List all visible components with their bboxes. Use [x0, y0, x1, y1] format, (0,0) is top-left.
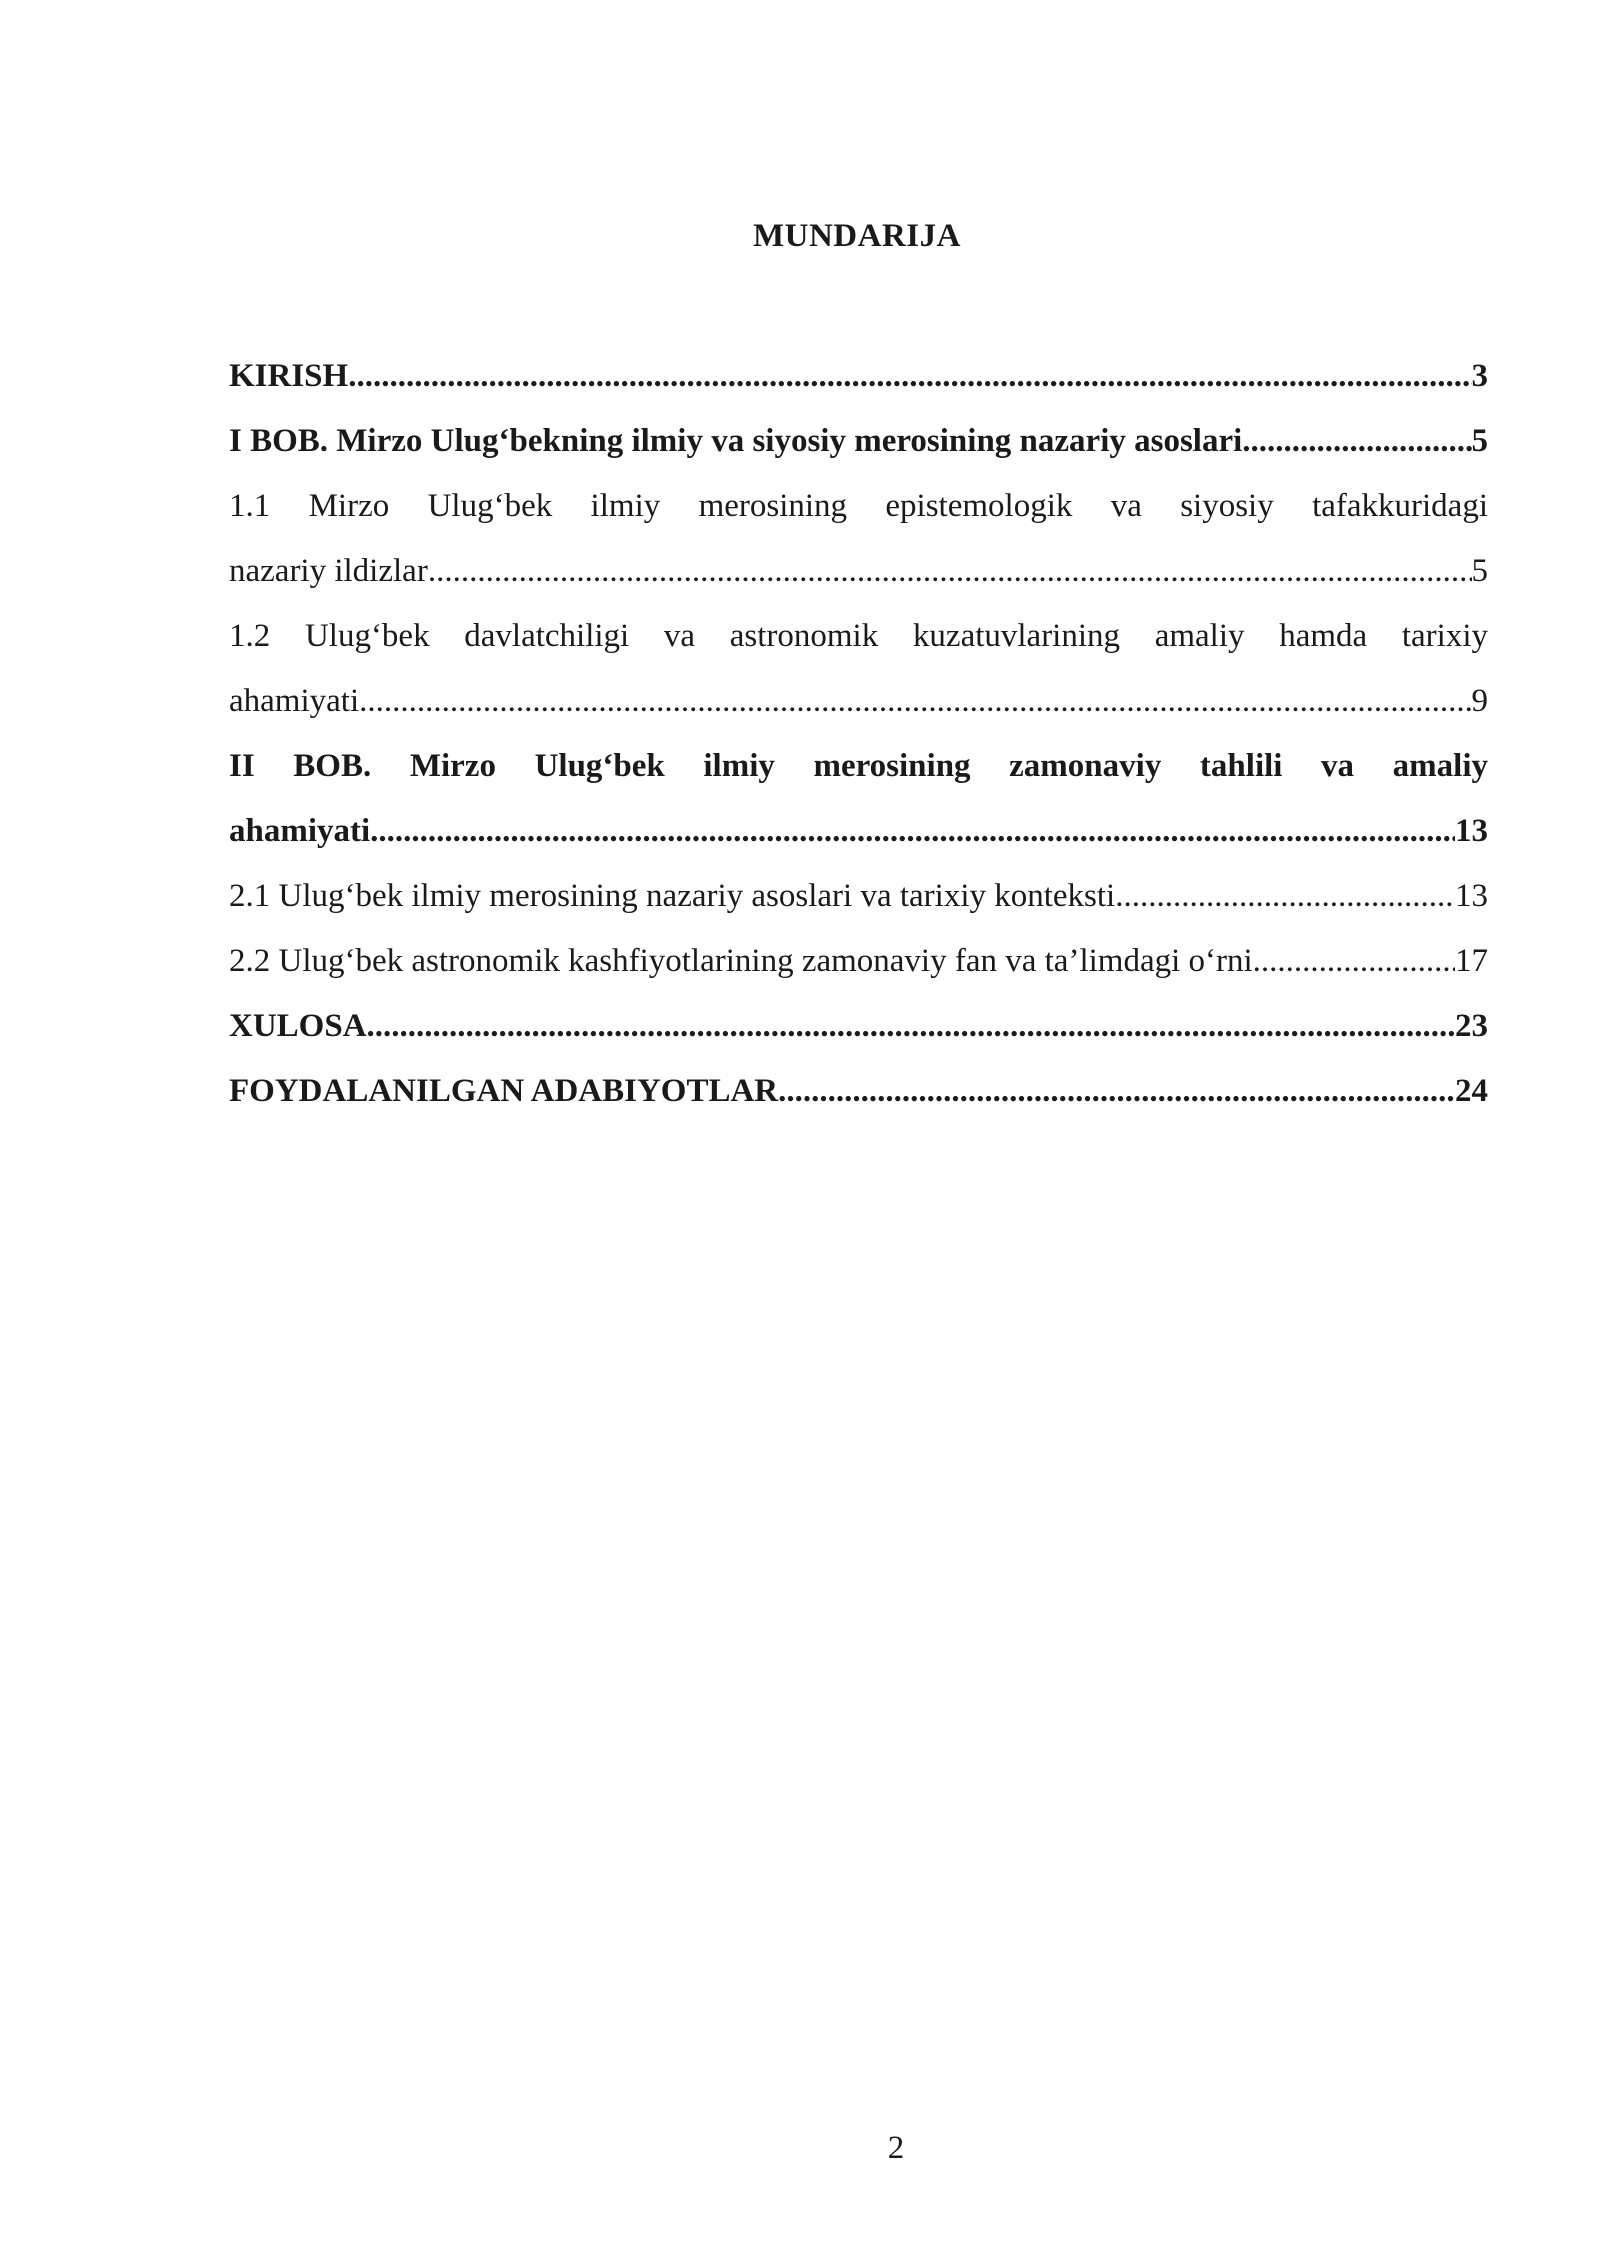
toc-entry-page: 5	[1471, 553, 1488, 589]
toc-entry-text: ahamiyati	[229, 683, 360, 719]
table-of-contents	[229, 344, 1488, 1124]
toc-entry-text: FOYDALANILGAN ADABIYOTLAR	[229, 1073, 779, 1109]
toc-entry-page: 13	[1455, 813, 1488, 849]
toc-entry-page: 17	[1455, 943, 1488, 979]
toc-entry-text: XULOSA	[229, 1008, 367, 1044]
toc-entry-chapter-2[interactable]	[229, 734, 1488, 864]
dot-leader	[370, 799, 1455, 864]
toc-entry-chapter-1[interactable]	[229, 409, 1488, 474]
dot-leader	[1242, 409, 1471, 474]
toc-entry-section-1-1[interactable]	[229, 474, 1488, 604]
toc-entry-text: 2.2 Ulug‘bek astronomik kashfiyotlarining zamonaviy fan va ta’limdagi o‘rni	[229, 943, 1253, 979]
toc-entry-page: 24	[1455, 1073, 1488, 1109]
toc-entry-bibliography[interactable]	[229, 1059, 1488, 1124]
toc-entry-page: 9	[1471, 683, 1488, 719]
dot-leader	[367, 994, 1455, 1059]
toc-entry-section-2-2[interactable]	[229, 929, 1488, 994]
dot-leader	[348, 344, 1471, 409]
toc-entry-section-2-1[interactable]	[229, 864, 1488, 929]
toc-entry-text: ahamiyati	[229, 813, 371, 849]
toc-entry-xulosa[interactable]	[229, 994, 1488, 1059]
toc-entry-page: 13	[1455, 878, 1488, 914]
toc-entry-page: 5	[1471, 423, 1488, 459]
toc-entry-text-line1: 1.2 Ulug‘bek davlatchiligi va astronomik kuzatuvlarining amaliy hamda tarixiy	[229, 618, 1488, 654]
toc-entry-text-line1: II BOB. Mirzo Ulug‘bek ilmiy merosining zamonaviy tahlili va amaliy	[229, 748, 1488, 784]
toc-entry-text: I BOB. Mirzo Ulug‘bekning ilmiy va siyosiy merosining nazariy asoslari	[229, 423, 1243, 459]
toc-entry-text: nazariy ildizlar	[229, 553, 428, 589]
toc-entry-text: KIRISH	[229, 358, 349, 394]
toc-entry-page: 3	[1471, 358, 1488, 394]
toc-entry-text-line1: 1.1 Mirzo Ulug‘bek ilmiy merosining epistemologik va siyosiy tafakkuridagi	[229, 488, 1488, 524]
dot-leader	[1253, 929, 1455, 994]
dot-leader	[1115, 864, 1455, 929]
dot-leader	[778, 1059, 1455, 1124]
page-number: 2	[887, 2130, 905, 2166]
dot-leader	[428, 539, 1472, 604]
toc-entry-section-1-2[interactable]	[229, 604, 1488, 734]
toc-entry-kirish[interactable]	[229, 344, 1488, 409]
dot-leader	[359, 669, 1471, 734]
page-title: MUNDARIJA	[753, 218, 961, 254]
toc-entry-text: 2.1 Ulug‘bek ilmiy merosining nazariy asoslari va tarixiy konteksti	[229, 878, 1116, 914]
toc-entry-page: 23	[1455, 1008, 1488, 1044]
